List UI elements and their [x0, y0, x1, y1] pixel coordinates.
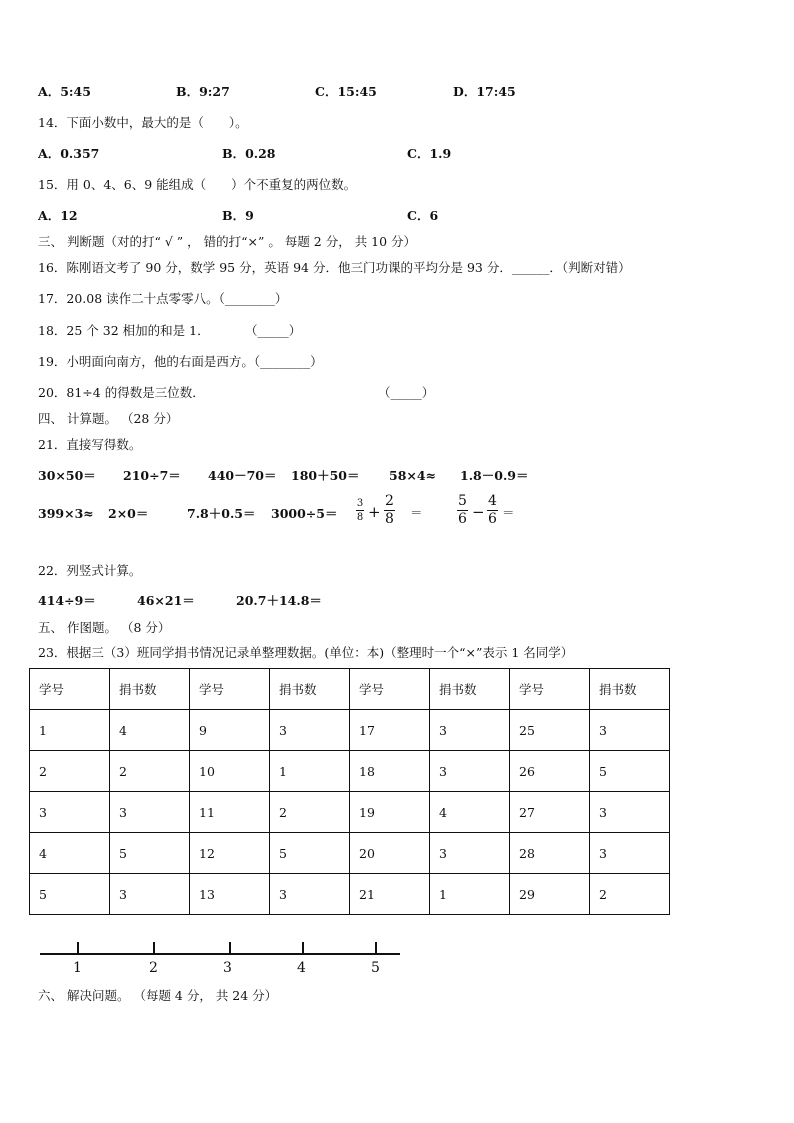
- q23-text: 23．根据三（3）班同学捐书情况记录单整理数据。(单位：本)（整理时一个“×”表示 1 名同学）: [38, 645, 574, 660]
- table-cell: 5: [30, 874, 110, 915]
- section-5-heading: 五、 作图题。 （8 分）: [38, 620, 171, 635]
- number-line-axis: [40, 953, 400, 955]
- vertical-item: 414÷9＝: [38, 593, 96, 608]
- calc-item: 58×4≈: [389, 468, 437, 483]
- table-cell: 2: [270, 792, 350, 833]
- table-header-cell: 捐书数: [430, 669, 510, 710]
- fraction-denominator: 8: [385, 511, 394, 527]
- table-cell: 5: [590, 751, 670, 792]
- table-cell: 28: [510, 833, 590, 874]
- q14-option-a: A．0.357: [38, 146, 100, 161]
- table-row: [30, 710, 670, 751]
- table-header-cell: 捐书数: [270, 669, 350, 710]
- table-cell: 20: [350, 833, 430, 874]
- table-cell: 29: [510, 874, 590, 915]
- table-cell: 3: [270, 710, 350, 751]
- q13-option-b: B．9:27: [176, 84, 230, 99]
- table-cell: 5: [110, 833, 190, 874]
- q20-blank: （_____）: [378, 385, 435, 400]
- q19-text: 19．小明面向南方，他的右面是西方。（________）: [38, 354, 323, 369]
- table-cell: 1: [430, 874, 510, 915]
- vertical-item: 20.7＋14.8＝: [236, 593, 322, 608]
- table-cell: 3: [430, 751, 510, 792]
- q20-text: 20．81÷4 的得数是三位数．: [38, 385, 205, 400]
- table-cell: 18: [350, 751, 430, 792]
- table-cell: 3: [430, 833, 510, 874]
- table-header-cell: 捐书数: [590, 669, 670, 710]
- fraction-4-6: [487, 494, 498, 527]
- q18-text: 18．25 个 32 相加的和是 1．: [38, 323, 210, 338]
- table-cell: 13: [190, 874, 270, 915]
- table-header-cell: 学号: [30, 669, 110, 710]
- donation-table: [29, 668, 670, 915]
- fraction-denominator: 6: [488, 511, 497, 527]
- table-cell: 3: [270, 874, 350, 915]
- table-cell: 5: [270, 833, 350, 874]
- q17-text: 17．20.08 读作二十点零零八。（________）: [38, 291, 288, 306]
- q21-text: 21．直接写得数。: [38, 437, 142, 452]
- number-line-label: 1: [73, 960, 82, 976]
- table-row: [30, 751, 670, 792]
- fraction-numerator: 2: [385, 493, 394, 509]
- table-cell: 9: [190, 710, 270, 751]
- table-cell: 3: [110, 874, 190, 915]
- q22-text: 22．列竖式计算。: [38, 563, 142, 578]
- number-line-label: 2: [149, 960, 158, 976]
- table-cell: 11: [190, 792, 270, 833]
- q15-text: 15．用 0、4、6、9 能组成（ ）个不重复的两位数。: [38, 177, 357, 192]
- number-line-tick: [229, 942, 231, 954]
- table-row: [30, 874, 670, 915]
- table-header-row: [30, 669, 670, 710]
- number-line-label: 4: [297, 960, 306, 976]
- q14-option-b: B．0.28: [222, 146, 276, 161]
- table-row: [30, 833, 670, 874]
- table-cell: 1: [30, 710, 110, 751]
- q14-option-c: C．1.9: [407, 146, 452, 161]
- equals-sign: ＝: [410, 505, 423, 520]
- table-cell: 3: [430, 710, 510, 751]
- table-row: [30, 792, 670, 833]
- table-cell: 2: [110, 751, 190, 792]
- q15-option-a: A．12: [38, 208, 78, 223]
- table-cell: 2: [590, 874, 670, 915]
- calc-item: 210÷7＝: [123, 468, 181, 483]
- table-cell: 25: [510, 710, 590, 751]
- fraction-denominator: 8: [356, 512, 364, 523]
- fraction-numerator: 4: [488, 493, 497, 509]
- vertical-item: 46×21＝: [137, 593, 195, 608]
- table-header-cell: 学号: [350, 669, 430, 710]
- number-line-tick: [375, 942, 377, 954]
- calc-item: 1.8－0.9＝: [460, 468, 529, 483]
- number-line-tick: [302, 942, 304, 954]
- table-cell: 21: [350, 874, 430, 915]
- table-cell: 2: [30, 751, 110, 792]
- fraction-2-8: [384, 494, 395, 527]
- fraction-numerator: 5: [458, 493, 467, 509]
- q13-option-d: D．17:45: [453, 84, 516, 99]
- table-header-cell: 学号: [190, 669, 270, 710]
- number-line-tick: [153, 942, 155, 954]
- table-cell: 3: [590, 833, 670, 874]
- q15-option-c: C．6: [407, 208, 439, 223]
- fraction-5-6: [457, 494, 468, 527]
- table-cell: 4: [30, 833, 110, 874]
- table-cell: 27: [510, 792, 590, 833]
- q13-option-a: A．5:45: [38, 84, 91, 99]
- fraction-3-8: [356, 498, 364, 523]
- table-cell: 4: [110, 710, 190, 751]
- section-4-heading: 四、 计算题。 （28 分）: [38, 411, 179, 426]
- calc-item: 30×50＝: [38, 468, 96, 483]
- calc-item: 3000÷5＝: [271, 506, 338, 521]
- table-header-cell: 学号: [510, 669, 590, 710]
- table-cell: 12: [190, 833, 270, 874]
- section-3-heading: 三、 判断题（对的打“ √ ” ， 错的打“×” 。 每题 2 分， 共 10 分）: [38, 234, 417, 249]
- minus-sign: −: [472, 503, 485, 521]
- table-cell: 3: [590, 792, 670, 833]
- table-cell: 19: [350, 792, 430, 833]
- q15-option-b: B．9: [222, 208, 254, 223]
- plus-sign: +: [368, 503, 381, 521]
- table-cell: 3: [110, 792, 190, 833]
- calc-item: 2×0＝: [108, 506, 149, 521]
- number-line-label: 5: [371, 960, 380, 976]
- calc-item: 180＋50＝: [291, 468, 360, 483]
- q14-text: 14．下面小数中，最大的是（ ）。: [38, 115, 248, 130]
- section-6-heading: 六、 解决问题。 （每题 4 分， 共 24 分）: [38, 988, 278, 1003]
- table-header-cell: 捐书数: [110, 669, 190, 710]
- equals-sign: ＝: [502, 505, 515, 520]
- table-cell: 26: [510, 751, 590, 792]
- calc-item: 7.8＋0.5＝: [187, 506, 256, 521]
- table-cell: 4: [430, 792, 510, 833]
- number-line-tick: [77, 942, 79, 954]
- table-cell: 1: [270, 751, 350, 792]
- calc-item: 399×3≈: [38, 506, 94, 521]
- table-cell: 3: [30, 792, 110, 833]
- table-cell: 10: [190, 751, 270, 792]
- calc-item: 440－70＝: [208, 468, 277, 483]
- table-cell: 3: [590, 710, 670, 751]
- q13-option-c: C．15:45: [315, 84, 377, 99]
- table-cell: 17: [350, 710, 430, 751]
- q18-blank: （_____）: [245, 323, 302, 338]
- q16-text: 16．陈刚语文考了 90 分，数学 95 分，英语 94 分．他三门功课的平均分是 93 分．______．（判断对错）: [38, 260, 631, 275]
- fraction-denominator: 6: [458, 511, 467, 527]
- number-line-label: 3: [223, 960, 232, 976]
- fraction-numerator: 3: [356, 498, 364, 509]
